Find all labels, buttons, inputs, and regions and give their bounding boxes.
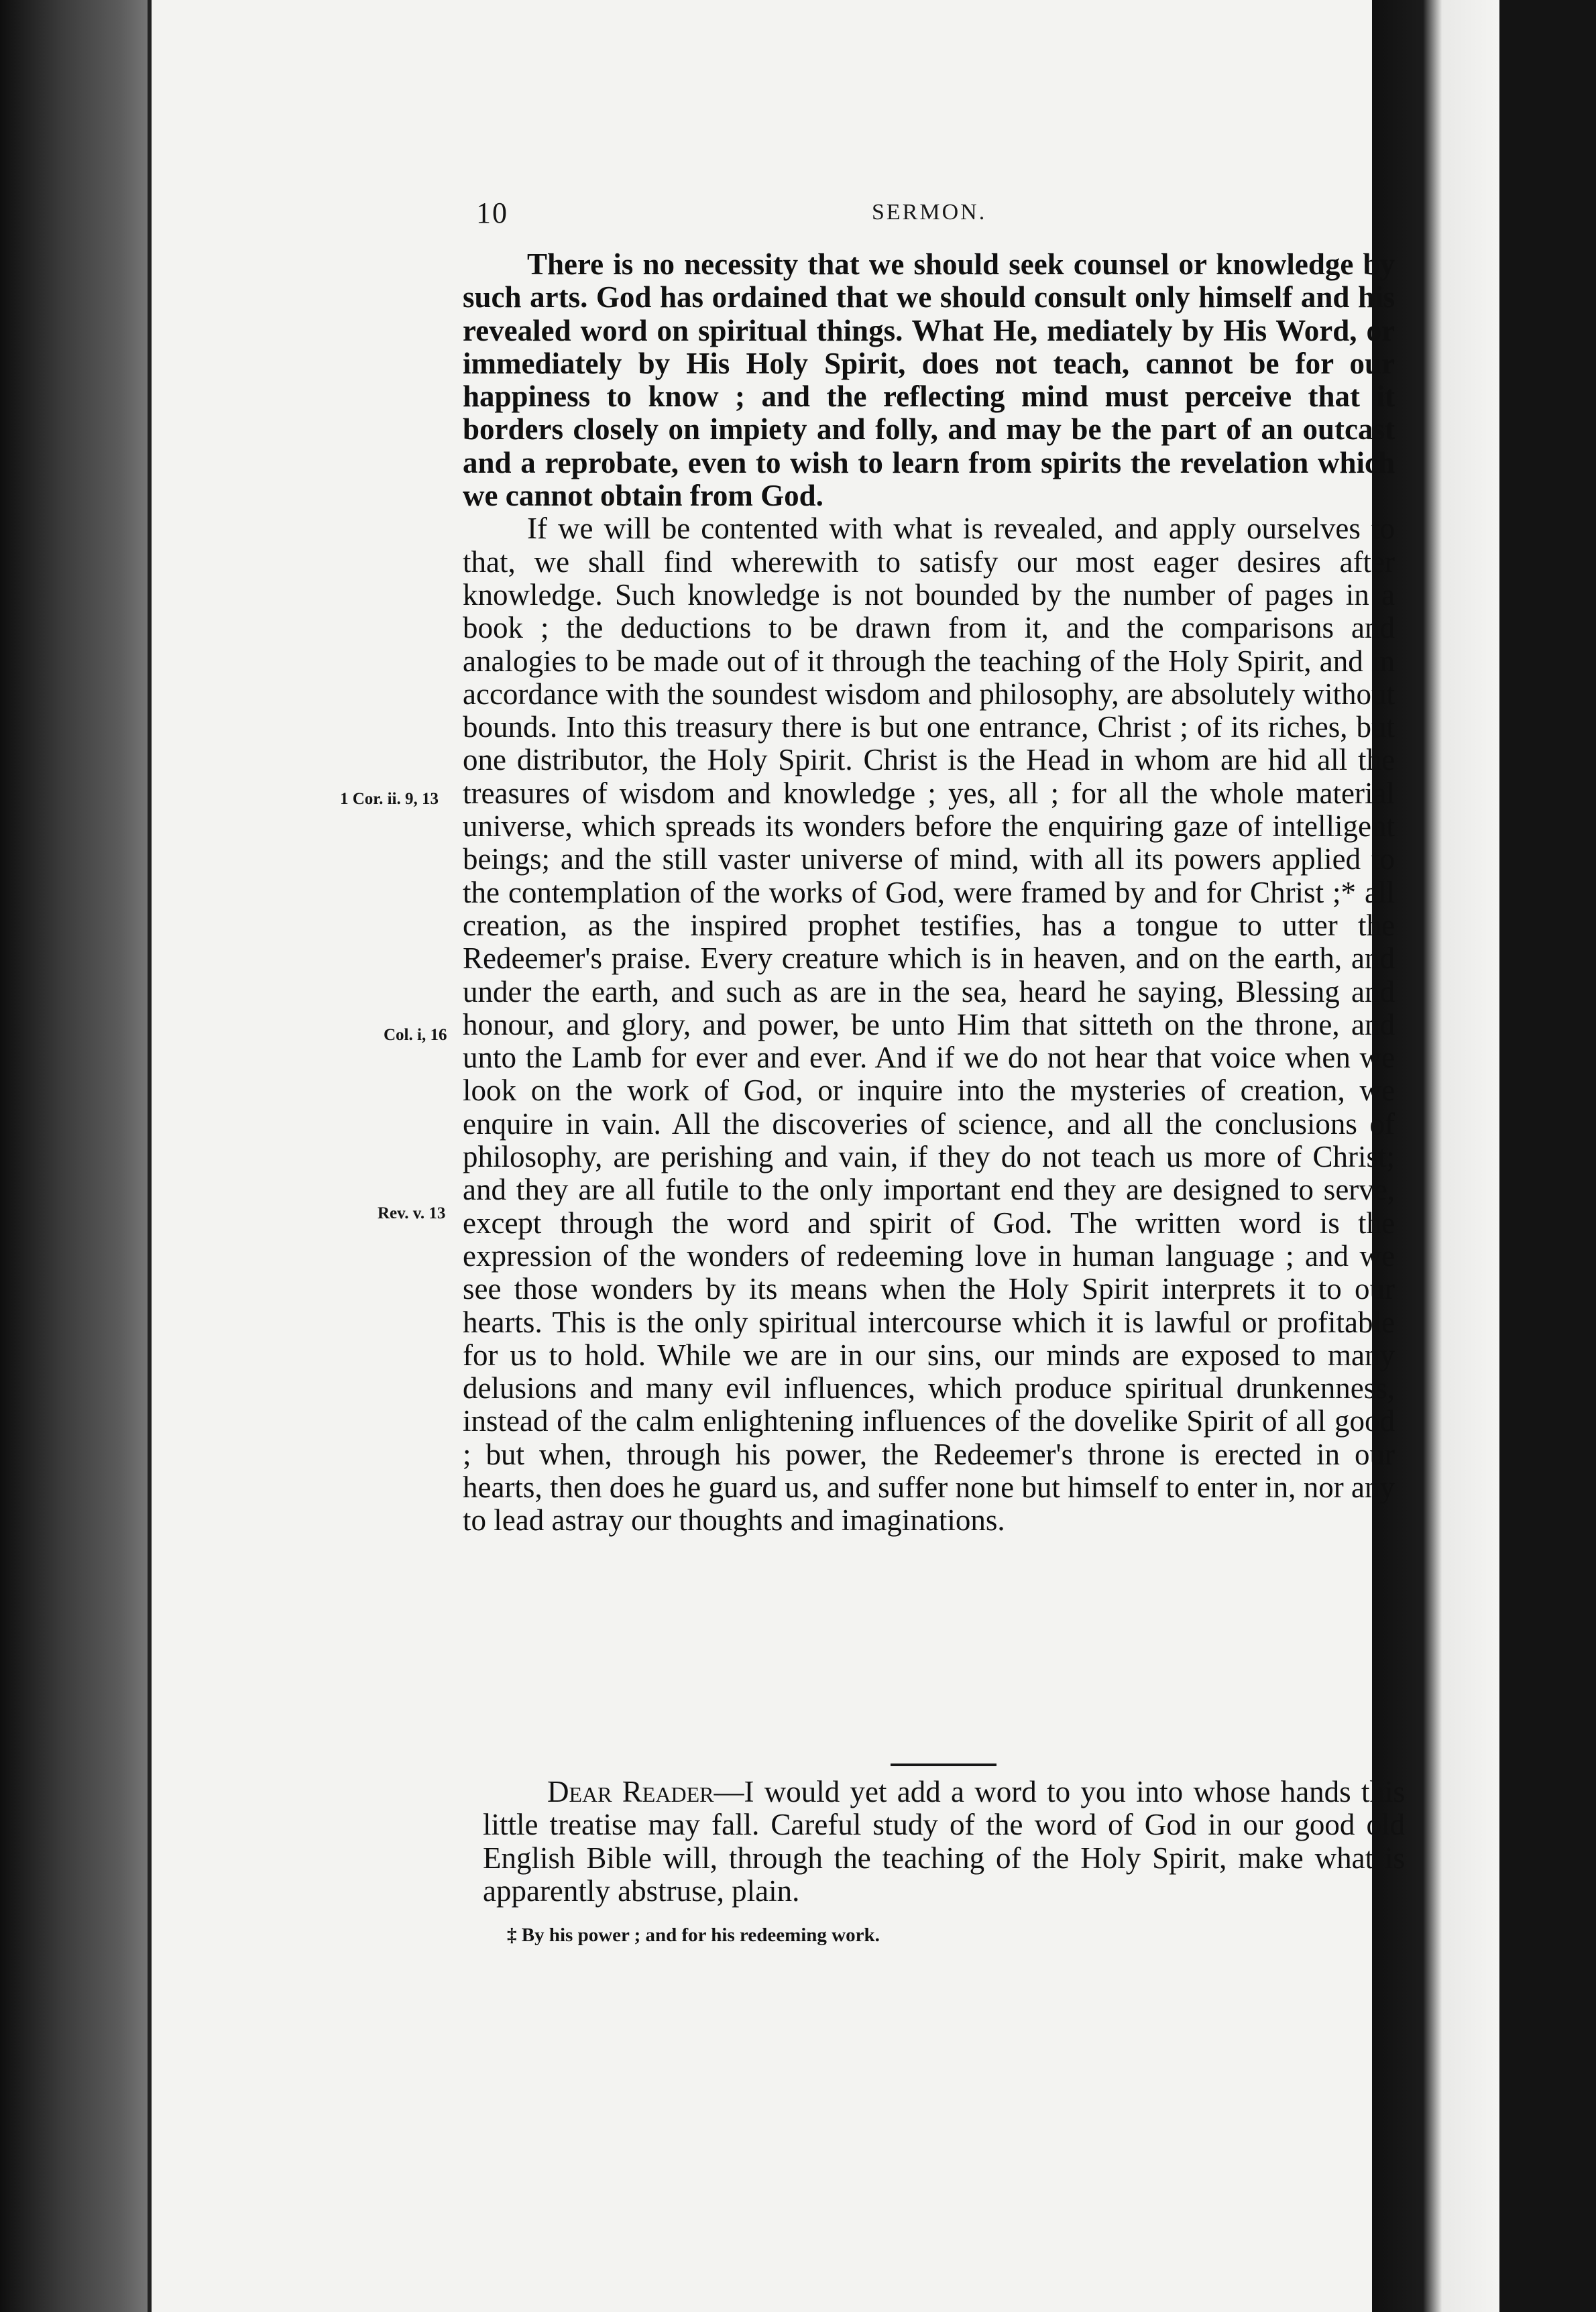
paragraph-1: There is no necessity that we should seek counsel or knowledge by such arts. God has ordained that we should consult only himself and his revealed word on spiritual things. What He, mediately by His Word, or immediately by His Holy Spirit, does not teach, cannot be for our happiness to know ; and the reflecting mind must perceive that it borders closely on impiety and folly, and may be the part of an outcast and a reprobate, even to wish to learn from spirits the revelation which we cannot obtain from God. [463,247,1395,513]
margin-note-rev: Rev. v. 13 [378,1204,446,1222]
margin-note-col: Col. i, 16 [384,1026,447,1044]
body-text [463,248,1395,1538]
margin-note-1cor: 1 Cor. ii. 9, 13 [340,790,439,808]
closing-salutation: Dear Reader [547,1775,714,1808]
closing-body: —I would yet add a word to you into whose hands this little treatise may fall. Careful study of the word of God in our good old English Bible will, through the teaching of the Holy Spirit, make what is apparently abstruse, plain. [483,1775,1406,1908]
running-head: SERMON. [872,200,987,225]
footnote: ‡ By his power ; and for his redeeming work. [507,1924,880,1946]
section-divider [891,1764,996,1766]
page-header [476,196,1388,236]
closing-paragraph [483,1776,1405,1908]
page-number: 10 [476,196,508,229]
paragraph-2: If we will be contented with what is revealed, and apply ourselves to that, we shall find wherewith to satisfy our most eager desires after knowledge. Such knowledge is not bounded by the number of pages in a book ; the deductions to be drawn from it, and the comparisons and analogies to be made out of it through the teaching of the Holy Spirit, and in accordance with the soundest wisdom and philosophy, are absolutely without bounds. Into this treasury there is but one entrance, Christ ; of its riches, but one distributor, the Holy Spirit. Christ is the Head in whom are hid all the treasures of wisdom and knowledge ; yes, all ; for all the whole material universe, which spreads its wonders before the enquiring gaze of intelligent beings; and the still vaster universe of mind, with all its powers applied to the contemplation of the works of God, were framed by and for Christ ;* all creation, as the inspired prophet testifies, has a tongue to utter the Redeemer's praise. Every creature which is in heaven, and on the earth, and under the earth, and such as are in the sea, heard he saying, Blessing and honour, and glory, and power, be unto Him that sitteth on the throne, and unto the Lamb for ever and ever. And if we do not hear that voice when we look on the work of God, or inquire into the mysteries of creation, we enquire in vain. All the discoveries of science, and all the conclusions of philosophy, are perishing and vain, if they do not teach us more of Christ; and they are all futile to the only important end they are designed to serve, except through the word and spirit of God. The written word is the expression of the wonders of redeeming love in human language ; and we see those wonders by its means when the Holy Spirit interprets it to our hearts. This is the only spiritual intercourse which it is lawful or profitable for us to hold. While we are in our sins, our minds are exposed to many delusions and many evil influences, which produce spiritual drunkenness, instead of the calm enlightening influences of the dovelike Spirit of all good ; but when, through his power, the Redeemer's throne is erected in our hearts, then does he guard us, and suffer none but himself to enter in, nor any to lead astray our thoughts and imaginations. [463,512,1395,1538]
